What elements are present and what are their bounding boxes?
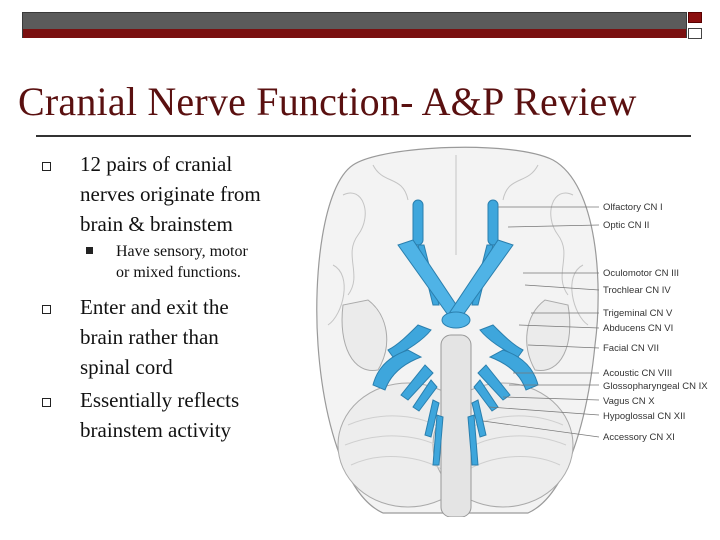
bullet-line: nerves originate from [80, 182, 261, 206]
label-olfactory: Olfactory CN I [603, 202, 663, 213]
bullet-marker [42, 305, 51, 314]
bullet-marker [42, 398, 51, 407]
label-trigeminal: Trigeminal CN V [603, 308, 673, 319]
label-accessory: Accessory CN XI [603, 432, 675, 443]
corner-square-white [688, 28, 702, 39]
bullet-line: Enter and exit the [80, 295, 229, 319]
bullet-line: spinal cord [80, 355, 173, 379]
label-abducens: Abducens CN VI [603, 323, 674, 334]
bullet-line: brainstem activity [80, 418, 232, 442]
cranial-nerve-figure [313, 145, 710, 517]
bullet-3 [80, 385, 239, 445]
label-glossopharyngeal: Glossopharyngeal CN IX [603, 381, 708, 392]
label-acoustic: Acoustic CN VIII [603, 368, 673, 379]
sub-bullet-line: or mixed functions. [116, 264, 241, 281]
label-trochlear: Trochlear CN IV [603, 285, 671, 296]
brainstem [441, 335, 471, 517]
bullet-line: Essentially reflects [80, 388, 240, 412]
corner-square-red [688, 12, 702, 23]
brain-illustration [313, 145, 710, 517]
bullet-line: 12 pairs of cranial [80, 152, 233, 176]
bullet-1 [80, 149, 261, 239]
label-facial: Facial CN VII [603, 343, 659, 354]
sub-bullet-marker [86, 247, 93, 254]
sub-bullet-line: Have sensory, motor [116, 243, 248, 260]
slide-title: Cranial Nerve Function- A&P Review [18, 79, 637, 124]
sub-bullet [116, 241, 248, 283]
bullet-line: brain rather than [80, 325, 219, 349]
header-stripe [23, 29, 686, 38]
bullet-marker [42, 162, 51, 171]
label-optic: Optic CN II [603, 220, 650, 231]
label-oculomotor: Oculomotor CN III [603, 268, 680, 279]
bullet-line: brain & brainstem [80, 212, 233, 236]
bullet-2 [80, 292, 229, 382]
label-hypoglossal: Hypoglossal CN XII [603, 411, 686, 422]
header-bar [22, 12, 687, 38]
title-rule [36, 135, 691, 137]
label-vagus: Vagus CN X [603, 396, 655, 407]
